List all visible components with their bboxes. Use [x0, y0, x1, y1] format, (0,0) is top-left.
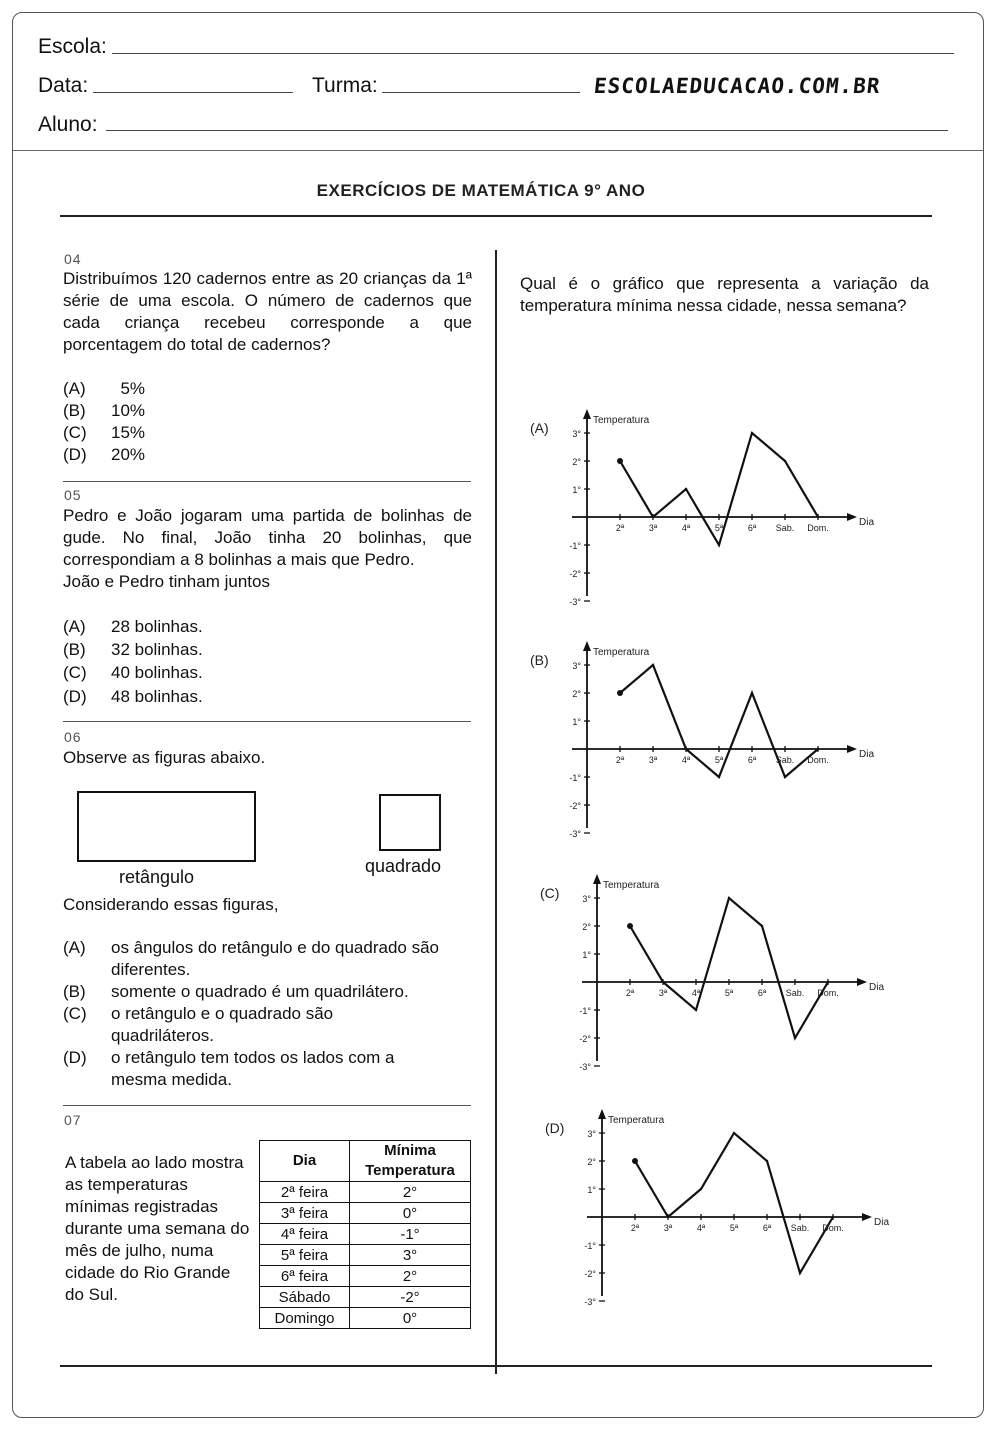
x-tick-label: 2ª [630, 1223, 640, 1233]
escola-field[interactable] [112, 53, 954, 54]
y-tick-label: 3° [582, 894, 591, 904]
y-tick-label: 1° [587, 1185, 596, 1195]
data-point [652, 664, 654, 666]
cell-day: 2ª feira [260, 1182, 350, 1203]
aluno-label: Aluno: [38, 113, 98, 136]
option-text: o retângulo tem todos os lados com a [111, 1048, 395, 1067]
x-tick-label: 4ª [696, 1223, 706, 1233]
x-tick-label: 2ª [615, 755, 625, 765]
option-letter: (C) [63, 663, 87, 682]
series-line [630, 898, 828, 1038]
data-point [718, 776, 720, 778]
separator [63, 481, 471, 482]
option-text: 40 bolinhas. [111, 663, 203, 682]
square-label: quadrado [365, 856, 442, 876]
y-tick-label: 1° [572, 717, 581, 727]
cell-day: 5ª feira [260, 1245, 350, 1266]
y-axis-arrow [598, 1109, 606, 1119]
q06-option-d[interactable] [63, 1048, 395, 1068]
q04-option-b[interactable] [63, 401, 145, 421]
option-letter: (D) [63, 445, 87, 464]
x-tick-label: Sab. [775, 523, 795, 533]
data-point [667, 1216, 669, 1218]
chart-option-label: (C) [540, 885, 560, 901]
x-tick-label: 5ª [714, 755, 724, 765]
x-tick-label: 5ª [724, 988, 734, 998]
chart-option-label: (D) [545, 1120, 565, 1136]
option-letter: (B) [63, 982, 86, 1001]
x-tick-label: 6ª [747, 523, 757, 533]
q06-option-c-cont: quadriláteros. [111, 1026, 215, 1045]
y-tick-label: 3° [587, 1129, 596, 1139]
data-point [700, 1188, 702, 1190]
table-row [260, 1203, 471, 1224]
option-letter: (B) [63, 640, 86, 659]
x-tick-label: 3ª [648, 755, 658, 765]
option-text: 5% [111, 379, 146, 398]
table-row [260, 1287, 471, 1308]
q04-option-d[interactable] [63, 445, 145, 465]
x-axis-arrow [847, 745, 857, 753]
q04-number: 04 [64, 251, 82, 267]
q07-text: A tabela ao lado mostra as temperaturas mínimas registradas durante uma semana do mês de julho, numa cidade do Rio Grande do Sul. [65, 1153, 250, 1304]
data-label: Data: [38, 74, 89, 97]
q06-option-c[interactable] [63, 1004, 333, 1024]
series-line [635, 1133, 833, 1273]
cell-day: 4ª feira [260, 1224, 350, 1245]
y-axis-label: Temperatura [603, 880, 660, 891]
data-point [761, 925, 763, 927]
x-tick-label: Sab. [785, 988, 805, 998]
data-point [685, 488, 687, 490]
cell-temp: 0° [350, 1308, 471, 1329]
table-header-temp [350, 1141, 471, 1182]
table-header-temp-line1: Mínima [384, 1142, 436, 1159]
square-figure [379, 794, 441, 851]
temperature-table [259, 1140, 471, 1329]
y-tick-label: -1° [569, 773, 581, 783]
q06-option-a-cont: diferentes. [111, 960, 191, 979]
x-tick-label: 3ª [648, 523, 658, 533]
data-point [733, 1132, 735, 1134]
x-axis-label: Dia [859, 517, 875, 528]
cell-temp: -2° [350, 1287, 471, 1308]
table-row [260, 1224, 471, 1245]
q06-text2: Considerando essas figuras, [63, 895, 279, 914]
table-row [260, 1182, 471, 1203]
header-divider [13, 150, 983, 151]
title-underline [60, 215, 932, 217]
option-text: 32 bolinhas. [111, 640, 203, 659]
aluno-field[interactable] [106, 130, 948, 131]
x-tick-label: 4ª [681, 755, 691, 765]
turma-label: Turma: [312, 74, 378, 97]
bottom-rule [60, 1365, 932, 1367]
q07-question: Qual é o gráfico que representa a variação da temperatura mínima nessa cidade, nessa semana? [520, 274, 929, 315]
option-text: 28 bolinhas. [111, 617, 203, 636]
q06-option-b[interactable] [63, 982, 409, 1002]
column-divider [495, 250, 497, 1374]
y-tick-label: -1° [569, 541, 581, 551]
y-tick-label: -1° [579, 1006, 591, 1016]
q04-option-a[interactable] [63, 379, 145, 399]
chart-option-b[interactable] [525, 637, 885, 852]
x-tick-label: Dom. [807, 523, 829, 533]
x-tick-label: Dom. [822, 1223, 844, 1233]
x-tick-label: 2ª [615, 523, 625, 533]
data-point [685, 748, 687, 750]
table-row [260, 1266, 471, 1287]
q05-number: 05 [64, 487, 82, 503]
cell-temp: 3° [350, 1245, 471, 1266]
y-axis-arrow [583, 409, 591, 419]
data-point [766, 1160, 768, 1162]
option-text: 10% [111, 401, 146, 420]
chart-option-c[interactable] [535, 870, 895, 1085]
data-point [662, 981, 664, 983]
y-tick-label: -3° [584, 1297, 596, 1307]
data-point [619, 460, 621, 462]
x-tick-label: 3ª [658, 988, 668, 998]
option-text: 20% [111, 445, 146, 464]
option-letter: (C) [63, 423, 87, 442]
y-tick-label: -3° [569, 829, 581, 839]
y-tick-label: 2° [587, 1157, 596, 1167]
q07-number: 07 [64, 1112, 82, 1128]
x-tick-label: Sab. [790, 1223, 810, 1233]
x-tick-label: 6ª [747, 755, 757, 765]
table-header-temp-line2: Temperatura [365, 1162, 455, 1179]
option-letter: (D) [63, 1048, 87, 1067]
option-letter: (A) [63, 617, 86, 636]
y-tick-label: 3° [572, 429, 581, 439]
option-text: somente o quadrado é um quadrilátero. [111, 982, 409, 1001]
q05-option-b[interactable] [63, 640, 203, 660]
y-tick-label: 2° [572, 689, 581, 699]
cell-temp: 2° [350, 1182, 471, 1203]
option-letter: (A) [63, 938, 86, 957]
data-point [652, 516, 654, 518]
x-tick-label: 5ª [714, 523, 724, 533]
y-tick-label: -2° [579, 1034, 591, 1044]
x-tick-label: Dom. [807, 755, 829, 765]
data-point [827, 981, 829, 983]
table-header-day: Dia [260, 1141, 350, 1182]
data-point [832, 1216, 834, 1218]
y-axis-arrow [583, 641, 591, 651]
option-text: 48 bolinhas. [111, 687, 203, 706]
y-tick-label: -2° [569, 801, 581, 811]
y-axis-label: Temperatura [608, 1115, 665, 1126]
table-row [260, 1308, 471, 1329]
data-point [695, 1009, 697, 1011]
x-tick-label: 5ª [729, 1223, 739, 1233]
data-point [784, 460, 786, 462]
option-text: 15% [111, 423, 146, 442]
data-point [784, 776, 786, 778]
x-tick-label: 3ª [663, 1223, 673, 1233]
site-logo: ESCOLAEDUCACAO.COM.BR [592, 74, 882, 98]
data-point [619, 692, 621, 694]
y-tick-label: 2° [572, 457, 581, 467]
turma-field[interactable] [382, 92, 580, 93]
data-point [817, 516, 819, 518]
q04-text: Distribuímos 120 cadernos entre as 20 crianças da 1ª série de uma escola. O número de cadernos que cada criança recebeu corresponde a que porcentagem do total de cadernos? [63, 269, 472, 354]
y-tick-label: -3° [569, 597, 581, 607]
data-point [751, 692, 753, 694]
x-tick-label: 6ª [757, 988, 767, 998]
q06-option-d-cont: mesma medida. [111, 1070, 232, 1089]
x-tick-label: Dom. [817, 988, 839, 998]
q04-option-c[interactable] [63, 423, 145, 443]
data-point [794, 1037, 796, 1039]
q05-text: Pedro e João jogaram uma partida de bolinhas de gude. No final, João tinha 20 bolinhas, que correspondiam a 8 bolinhas a mais que Pedro. [63, 506, 472, 569]
data-point [799, 1272, 801, 1274]
y-tick-label: 2° [582, 922, 591, 932]
separator [63, 721, 471, 722]
chart-option-label: (A) [530, 420, 549, 436]
y-tick-label: -1° [584, 1241, 596, 1251]
escola-label: Escola: [38, 35, 107, 58]
cell-temp: 0° [350, 1203, 471, 1224]
x-axis-label: Dia [859, 749, 875, 760]
y-tick-label: -3° [579, 1062, 591, 1072]
cell-temp: 2° [350, 1266, 471, 1287]
separator [63, 1105, 471, 1106]
q05-option-d[interactable] [63, 687, 203, 707]
chart-option-label: (B) [530, 652, 549, 668]
cell-temp: -1° [350, 1224, 471, 1245]
data-point [817, 748, 819, 750]
data-point [751, 432, 753, 434]
option-text: os ângulos do retângulo e do quadrado são [111, 938, 439, 957]
x-axis-label: Dia [869, 982, 885, 993]
q06-number: 06 [64, 729, 82, 745]
x-axis-arrow [857, 978, 867, 986]
x-axis-arrow [847, 513, 857, 521]
y-tick-label: 1° [572, 485, 581, 495]
x-tick-label: 2ª [625, 988, 635, 998]
data-point [629, 925, 631, 927]
x-tick-label: 4ª [691, 988, 701, 998]
cell-day: Sábado [260, 1287, 350, 1308]
option-letter: (D) [63, 687, 87, 706]
cell-day: 3ª feira [260, 1203, 350, 1224]
table-row [260, 1245, 471, 1266]
x-tick-label: 6ª [762, 1223, 772, 1233]
page-title: EXERCÍCIOS DE MATEMÁTICA 9° ANO [316, 181, 646, 200]
y-tick-label: 3° [572, 661, 581, 671]
data-point [718, 544, 720, 546]
y-tick-label: 1° [582, 950, 591, 960]
chart-option-d[interactable] [540, 1105, 900, 1320]
x-tick-label: 4ª [681, 523, 691, 533]
option-letter: (A) [63, 379, 86, 398]
q06-text: Observe as figuras abaixo. [63, 748, 266, 767]
chart-option-a[interactable] [525, 405, 885, 620]
q05-option-c[interactable] [63, 663, 203, 683]
x-axis-label: Dia [874, 1217, 890, 1228]
option-text: o retângulo e o quadrado são [111, 1004, 334, 1023]
data-point [728, 897, 730, 899]
y-tick-label: -2° [569, 569, 581, 579]
q06-option-a[interactable] [63, 938, 439, 958]
q05-option-a[interactable] [63, 617, 203, 637]
y-tick-label: -2° [584, 1269, 596, 1279]
option-letter: (B) [63, 401, 86, 420]
option-letter: (C) [63, 1004, 87, 1023]
data-point [634, 1160, 636, 1162]
y-axis-label: Temperatura [593, 647, 650, 658]
q05-text2: João e Pedro tinham juntos [63, 572, 270, 591]
rectangle-label: retângulo [119, 867, 195, 887]
data-field[interactable] [93, 92, 293, 93]
y-axis-arrow [593, 874, 601, 884]
cell-day: 6ª feira [260, 1266, 350, 1287]
y-axis-label: Temperatura [593, 415, 650, 426]
rectangle-figure [77, 791, 256, 862]
x-tick-label: Sab. [775, 755, 795, 765]
x-axis-arrow [862, 1213, 872, 1221]
cell-day: Domingo [260, 1308, 350, 1329]
